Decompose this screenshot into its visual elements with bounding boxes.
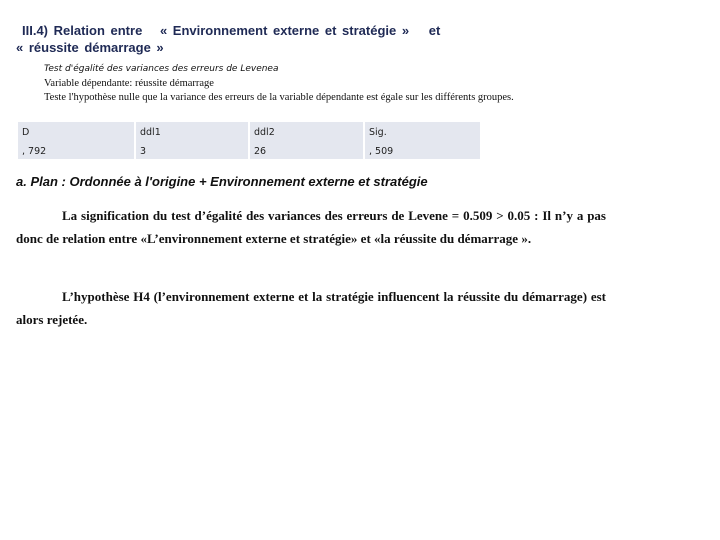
- header-cell-ddl1: ddl1: [136, 122, 248, 141]
- heading-part-environnement: « Environnement externe et stratégie »: [159, 23, 410, 38]
- heading-part-relation: III.4) Relation entre: [22, 23, 143, 38]
- heading-part-reussite: « réussite démarrage »: [16, 40, 164, 55]
- plan-title: a. Plan : Ordonnée à l'origine + Environnement externe et stratégie: [16, 174, 428, 189]
- paragraph-levene-interpretation: [16, 204, 606, 250]
- levene-table: [16, 122, 482, 159]
- paragraph-hypothesis-rejected: [16, 285, 606, 331]
- null-hypothesis-note: Teste l'hypothèse nulle que la variance des erreurs de la variable dépendante est égale sur les différents groupes.: [44, 92, 514, 103]
- cell-d-value: , 792: [18, 141, 134, 159]
- table-row: [18, 141, 480, 159]
- section-heading: [16, 22, 486, 56]
- cell-ddl1-value: 3: [136, 141, 248, 159]
- header-cell-d: D: [18, 122, 134, 141]
- paragraph-hypothesis-text: L’hypothèse H4 (l’environnement externe et la stratégie influencent la réussite du démarrage) est alors rejetée.: [16, 289, 606, 327]
- levene-test-title: Test d'égalité des variances des erreurs de Levenea: [44, 64, 279, 74]
- dependent-variable-note: Variable dépendante: réussite démarrage: [44, 78, 214, 89]
- cell-ddl2-value: 26: [250, 141, 363, 159]
- cell-sig-value: , 509: [365, 141, 480, 159]
- header-cell-sig: Sig.: [365, 122, 480, 141]
- heading-part-et: et: [428, 23, 441, 38]
- header-cell-ddl2: ddl2: [250, 122, 363, 141]
- paragraph-levene-text: La signification du test d’égalité des variances des erreurs de Levene = 0.509 > 0.05 : Il n’y a pas donc de relation entre «L’environnement externe et stratégie» et «la réussite du démarrage ».: [16, 208, 606, 246]
- table-header-row: [18, 122, 480, 141]
